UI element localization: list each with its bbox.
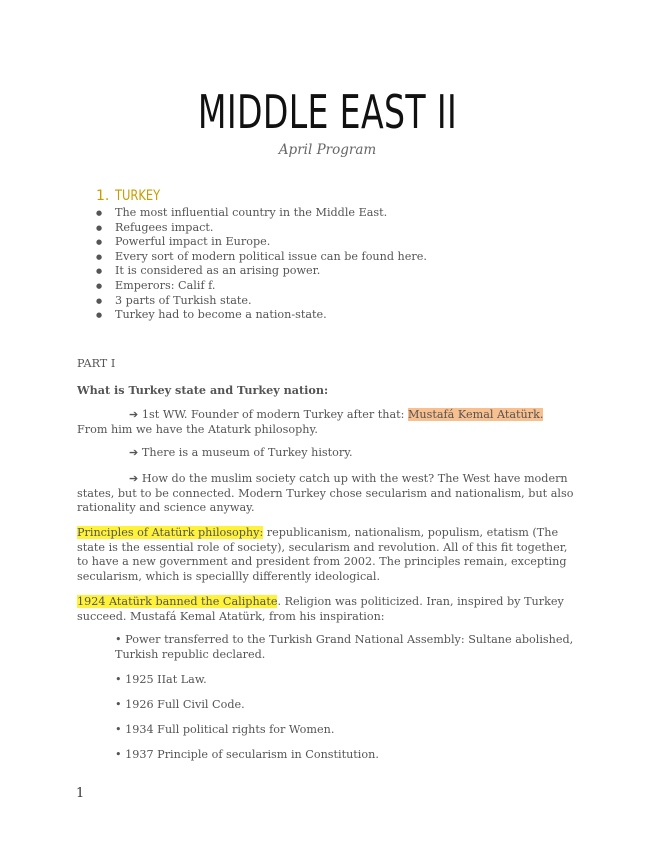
sub-bullet-item: • 1934 Full political rights for Women. [115,723,335,736]
turkey-bullet-list [96,206,427,323]
part-label: PART I [77,357,116,370]
principles-highlight: Principles of Atatürk philosophy: [77,526,264,539]
list-item: ● The most influential country in the Middle East. [96,206,427,221]
question-heading: What is Turkey state and Turkey nation: [77,383,329,397]
list-item: ● Every sort of modern political issue can be found here. [96,250,427,265]
section-number: 1. [96,188,110,204]
list-item: ● Refugees impact. [96,221,427,236]
principles-text: republicanism, nationalism, populism, etatism (The state is the essential role of society), secularism and revolution. All of this fit together, to have a new government and president from 2002. The principles remain, excepting secularism, which is speciallly differently ideological. [77,526,568,583]
sub-bullet-item: • 1937 Principle of secularism in Constitution. [115,748,379,761]
list-item: ● It is considered as an arising power. [96,264,427,279]
caliphate-highlight: 1924 Atatürk banned the Caliphate [77,595,278,608]
list-item: ● 3 parts of Turkish state. [96,294,427,309]
sub-bullet-item: • Power transferred to the Turkish Grand National Assembly: Sultane abolished, Turkish republic declared. [115,633,574,661]
arrow-paragraph-2: ➔ There is a museum of Turkey history. [129,446,353,459]
sub-bullet-item: • 1926 Full Civil Code. [115,698,245,711]
list-item: ● Powerful impact in Europe. [96,235,427,250]
section-heading [96,188,170,204]
arrow1-post: From him we have the Ataturk philosophy. [77,422,318,436]
section-heading-text: TURKEY [115,188,161,204]
sub-bullet-item: • 1925 IIat Law. [115,673,207,686]
caliphate-text: . Religion was politicized. Iran, inspired by Turkey succeed. Mustafá Kemal Atatürk, from his inspiration: [77,595,564,623]
arrow-paragraph-1 [77,408,577,437]
page-number: 1 [76,786,85,801]
principles-paragraph [77,526,577,584]
document-title: MIDDLE EAST II [197,85,458,139]
document-subtitle: April Program [278,142,377,158]
arrow-paragraph-3: ➔ How do the muslim society catch up with the west? The West have modern states, but to be connected. Modern Turkey chose secularism and nationalism, but also rationality and science anyway. [77,472,574,515]
list-item: ● Turkey had to become a nation-state. [96,308,427,323]
list-item: ● Emperors: Calif f. [96,279,427,294]
ataturk-highlight: Mustafá Kemal Atatürk. [407,408,544,421]
caliphate-paragraph [77,595,577,624]
arrow1-pre: ➔ 1st WW. Founder of modern Turkey after that: [129,408,408,421]
